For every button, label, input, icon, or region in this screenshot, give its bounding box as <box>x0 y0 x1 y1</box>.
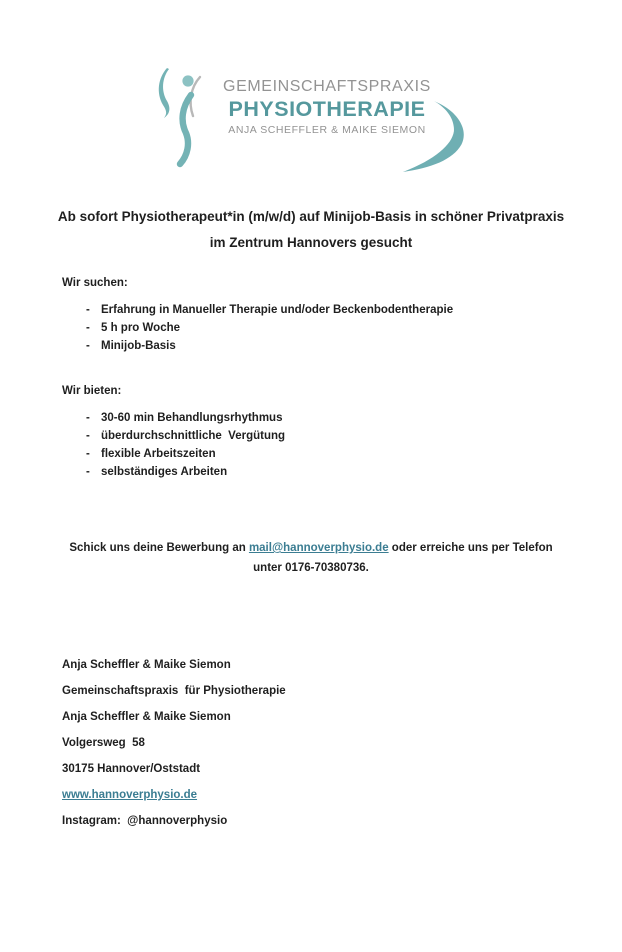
section-title: Wir bieten: <box>62 385 122 397</box>
bullet-dash-marker: - <box>86 412 90 424</box>
footer-address-block <box>62 659 622 827</box>
logo-person-figure-icon <box>155 66 211 170</box>
logo-swoosh-icon <box>401 100 469 174</box>
footer-owners-repeat: Anja Scheffler & Maike Siemon <box>62 711 231 723</box>
bullet-item <box>86 301 622 319</box>
website-link[interactable]: www.hannoverphysio.de <box>62 789 198 801</box>
bullet-list <box>62 409 622 481</box>
email-link[interactable]: mail@hannoverphysio.de <box>248 542 389 554</box>
logo-line-gemeinschaftspraxis: GEMEINSCHAFTSPRAXIS <box>223 78 431 95</box>
footer-owners: Anja Scheffler & Maike Siemon <box>62 659 231 671</box>
bullet-list <box>62 301 622 355</box>
section-wir-suchen <box>62 275 622 355</box>
bullet-item <box>86 463 622 481</box>
bullet-text: 30-60 min Behandlungsrhythmus <box>101 412 283 424</box>
section-title: Wir suchen: <box>62 277 128 289</box>
practice-logo <box>155 66 467 172</box>
bullet-dash-marker: - <box>86 304 90 316</box>
footer-website-line <box>62 789 622 801</box>
bullet-item <box>86 337 622 355</box>
footer-city: 30175 Hannover/Oststadt <box>62 763 201 775</box>
bullet-text: Minijob-Basis <box>101 340 176 352</box>
bullet-dash-marker: - <box>86 466 90 478</box>
document-page <box>0 66 622 952</box>
logo-line-physiotherapie: PHYSIOTHERAPIE <box>228 97 426 121</box>
section-wir-bieten <box>62 383 622 481</box>
contact-paragraph <box>41 538 581 578</box>
bullet-item <box>86 409 622 427</box>
footer-street: Volgersweg 58 <box>62 737 145 749</box>
job-headline: Ab sofort Physiotherapeut*in (m/w/d) auf Minijob-Basis in schöner Privatpraxis im Zentrum Hannovers gesucht <box>57 209 565 250</box>
bullet-text: selbständiges Arbeiten <box>101 466 228 478</box>
bullet-text: überdurchschnittliche Vergütung <box>101 430 286 442</box>
bullet-item <box>86 427 622 445</box>
contact-phone-line: unter 0176-70380736. <box>253 562 369 574</box>
bullet-text: flexible Arbeitszeiten <box>101 448 216 460</box>
footer-instagram: Instagram: @hannoverphysio <box>62 815 228 827</box>
footer-practice-name: Gemeinschaftspraxis für Physiotherapie <box>62 685 286 697</box>
bullet-text: 5 h pro Woche <box>101 322 181 334</box>
job-sections <box>62 275 622 481</box>
contact-text-after-email: oder erreiche uns per Telefon <box>388 542 553 554</box>
bullet-text: Erfahrung in Manueller Therapie und/oder Beckenbodentherapie <box>101 304 454 316</box>
bullet-dash-marker: - <box>86 448 90 460</box>
logo-line-owner-names: ANJA SCHEFFLER & MAIKE SIEMON <box>228 124 426 136</box>
contact-text-before-email: Schick uns deine Bewerbung an <box>69 542 249 554</box>
bullet-dash-marker: - <box>86 340 90 352</box>
bullet-dash-marker: - <box>86 430 90 442</box>
bullet-item <box>86 445 622 463</box>
bullet-item <box>86 319 622 337</box>
bullet-dash-marker: - <box>86 322 90 334</box>
